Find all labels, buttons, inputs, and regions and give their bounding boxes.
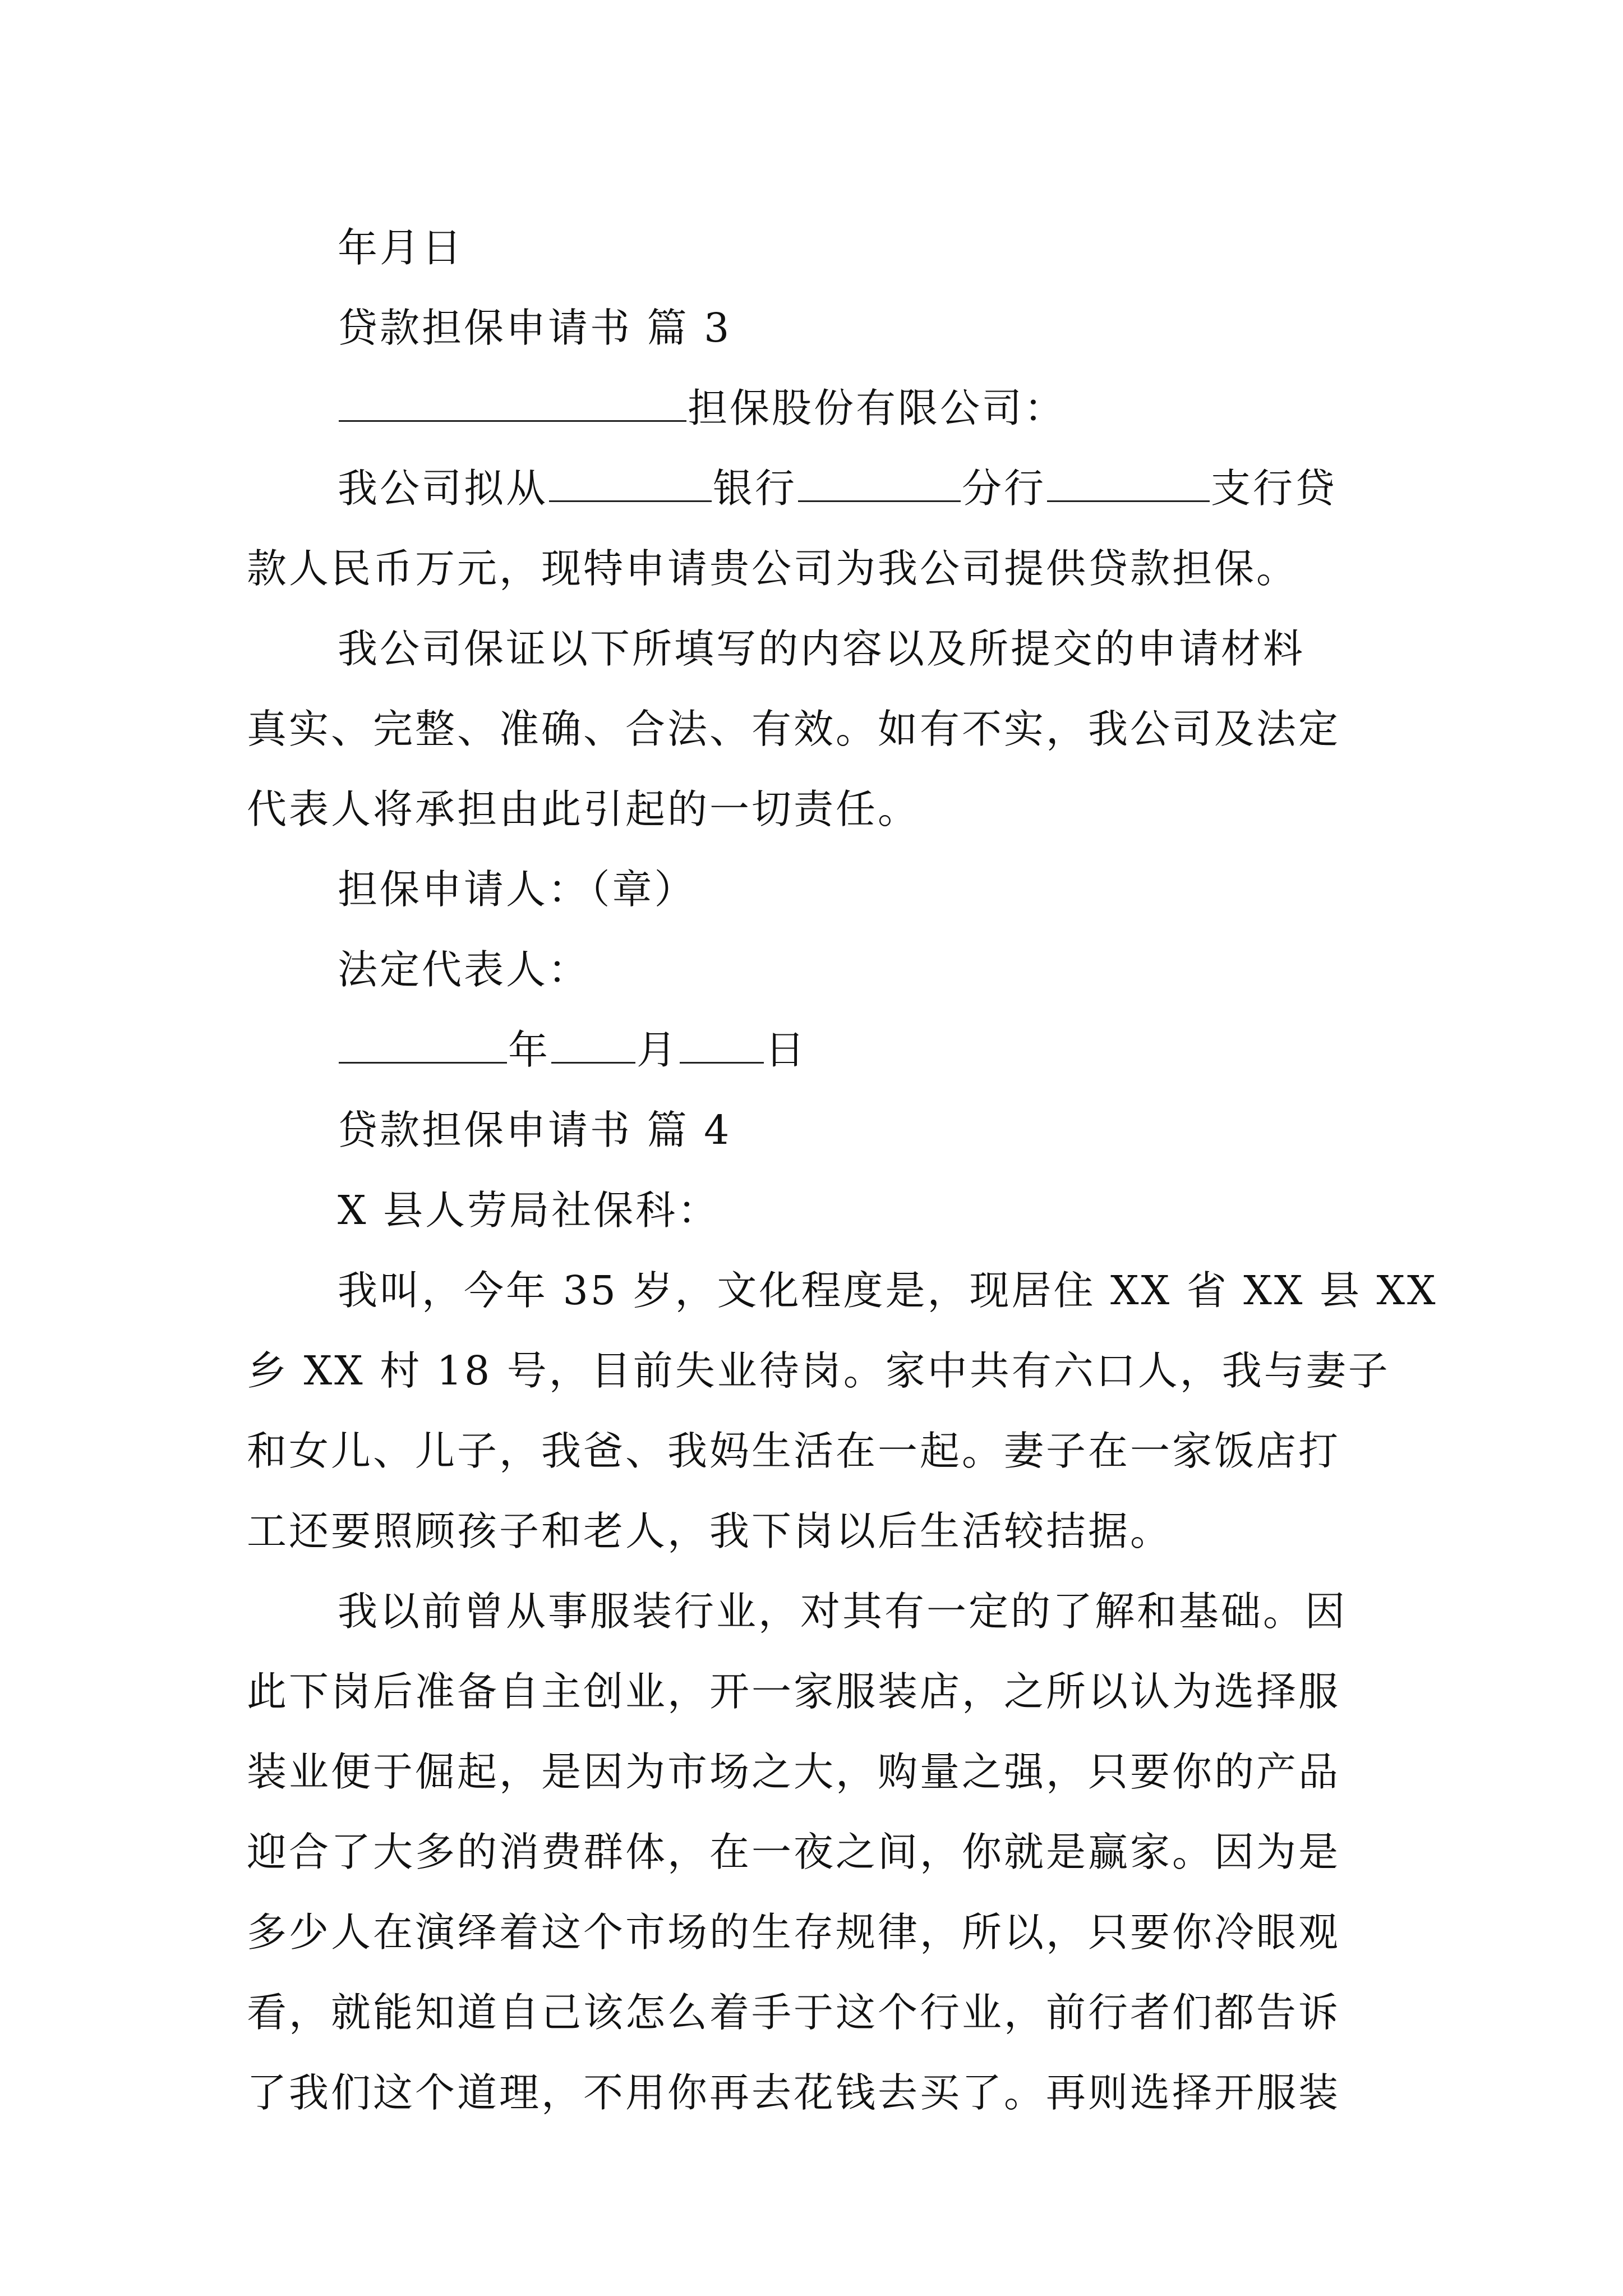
section-3-addressee: 担保股份有限公司： (688, 385, 1067, 431)
section-3-date-line (247, 1010, 1385, 1090)
section-3-para-2-line-1: 我公司保证以下所填写的内容以及所提交的申请材料 (338, 625, 1306, 672)
section-4-para-1-line-2: 乡 XX 村 18 号，目前失业待岗。家中共有六口人，我与妻子 (247, 1347, 1390, 1394)
section-4-para-2-line-3: 装业便于倔起，是因为市场之大，购量之强，只要你的产品 (247, 1749, 1341, 1795)
section-4-para-2-line-4: 迎合了大多的消费群体，在一夜之间，你就是赢家。因为是 (247, 1829, 1341, 1875)
sub-branch-blank (1047, 464, 1210, 502)
day-label: 日 (765, 1027, 808, 1073)
day-blank (680, 1025, 764, 1064)
section-4-para-1-line-3: 和女儿、儿子，我爸、我妈生活在一起。妻子在一家饭店打 (247, 1428, 1341, 1474)
section-3-para-1-line-2: 款人民币万元，现特申请贵公司为我公司提供贷款担保。 (247, 545, 1299, 592)
date-line: 年月日 (338, 224, 464, 271)
section-4-para-1-line-4: 工还要照顾孩子和老人，我下岗以后生活较拮据。 (247, 1508, 1173, 1554)
month-blank (551, 1025, 635, 1064)
para-1-segment: 我公司拟从 (338, 465, 548, 512)
section-4-para-1-line-1: 我叫，今年 35 岁，文化程度是，现居住 XX 省 XX 县 XX (338, 1267, 1438, 1314)
section-3-para-1-line-1 (247, 448, 1385, 528)
section-4-para-2-line-7: 了我们这个道理，不用你再去花钱去买了。再则选择开服装 (247, 2069, 1341, 2116)
bank-blank (549, 464, 712, 502)
para-1-segment: 分行 (962, 465, 1046, 512)
section-3-para-2-line-2: 真实、完整、准确、合法、有效。如有不实，我公司及法定 (247, 706, 1341, 752)
section-4-para-2-line-2: 此下岗后准备自主创业，开一家服装店，之所以认为选择服 (247, 1668, 1341, 1715)
document-body (247, 208, 1438, 2133)
legal-rep-line: 法定代表人： (338, 946, 591, 993)
company-name-blank (339, 384, 686, 422)
section-3-heading: 贷款担保申请书 篇 3 (338, 305, 732, 351)
applicant-line: 担保申请人：（章） (338, 866, 697, 913)
section-4-heading: 贷款担保申请书 篇 4 (338, 1107, 732, 1153)
branch-blank (798, 464, 961, 502)
year-label: 年 (508, 1027, 551, 1073)
para-1-segment: 支行贷 (1211, 465, 1338, 512)
section-3-para-2-line-3: 代表人将承担由此引起的一切责任。 (247, 786, 920, 832)
section-4-para-2-line-6: 看，就能知道自己该怎么着手于这个行业，前行者们都告诉 (247, 1989, 1341, 2036)
section-4-para-2-line-5: 多少人在演绎着这个市场的生存规律，所以，只要你冷眼观 (247, 1909, 1341, 1955)
para-1-segment: 银行 (713, 465, 797, 512)
section-3-addressee-line (247, 368, 1385, 448)
section-4-addressee: X 县人劳局社保科： (338, 1187, 720, 1234)
year-blank (339, 1025, 507, 1064)
section-4-para-2-line-1: 我以前曾从事服装行业，对其有一定的了解和基础。因 (338, 1588, 1348, 1635)
month-label: 月 (637, 1027, 679, 1073)
